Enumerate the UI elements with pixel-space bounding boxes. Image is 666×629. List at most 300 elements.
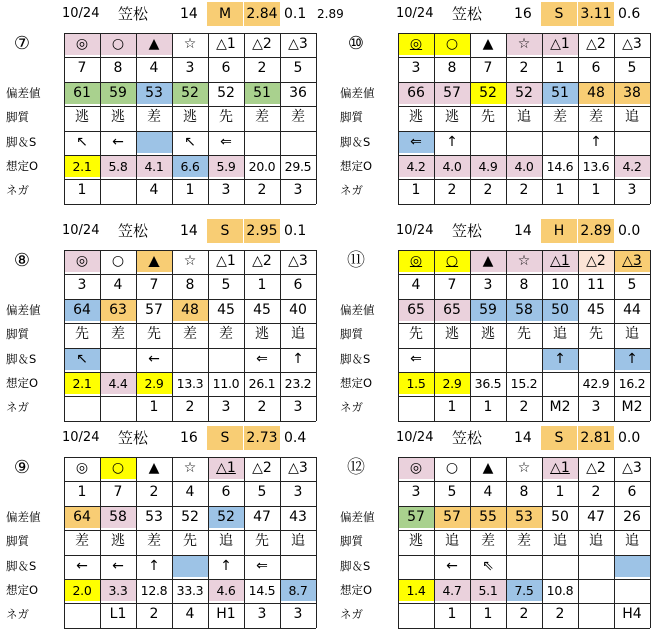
nega-cell: 2 bbox=[519, 606, 529, 623]
grid-line bbox=[64, 506, 316, 507]
style-cell: 先 bbox=[589, 326, 603, 343]
horse-cell: 2 bbox=[257, 60, 267, 77]
race-score: 2.84 bbox=[244, 2, 280, 26]
deviation-cell: 52 bbox=[209, 507, 244, 528]
grid-line bbox=[434, 250, 435, 421]
horse-cell: 4 bbox=[185, 484, 195, 501]
row-label-nega: ネガ bbox=[6, 183, 29, 198]
row-label-deviation: 偏差値 bbox=[6, 509, 41, 524]
grid-line bbox=[398, 579, 650, 580]
mark-cell: △1 bbox=[543, 458, 578, 479]
row-label-deviation: 偏差値 bbox=[340, 302, 375, 317]
row-label-odds: 想定O bbox=[6, 376, 39, 390]
mark-cell: ○ bbox=[101, 34, 136, 55]
nega-cell: 3 bbox=[591, 399, 601, 416]
grid-line bbox=[64, 481, 316, 482]
style-cell: 追 bbox=[291, 533, 305, 550]
odds-cell: 2.1 bbox=[65, 373, 100, 394]
deviation-cell: 53 bbox=[145, 508, 163, 525]
deviation-cell: 63 bbox=[101, 300, 136, 321]
deviation-cell: 59 bbox=[101, 83, 136, 104]
style-cell: 追 bbox=[625, 326, 639, 343]
nega-cell: 1 bbox=[185, 182, 195, 199]
row-label-nega: ネガ bbox=[340, 183, 363, 198]
pace-cell: ↑ bbox=[148, 557, 160, 574]
race-date: 10/24 bbox=[62, 6, 100, 21]
odds-cell: 4.9 bbox=[471, 156, 506, 177]
horse-cell: 1 bbox=[555, 484, 565, 501]
grid-line bbox=[506, 250, 507, 421]
mark-cell: ◎ bbox=[399, 251, 434, 272]
deviation-cell: 47 bbox=[253, 508, 271, 525]
grid-line bbox=[398, 506, 650, 507]
odds-cell: 16.2 bbox=[618, 376, 646, 391]
nega-cell: 2 bbox=[483, 182, 493, 199]
race-grade: S bbox=[207, 219, 243, 243]
grid-line bbox=[398, 396, 650, 397]
style-cell: 逃 bbox=[481, 326, 495, 343]
grid-line bbox=[280, 250, 281, 421]
mark-cell: ▲ bbox=[148, 460, 160, 476]
grid-line bbox=[208, 457, 209, 628]
mark-cell: △3 bbox=[288, 253, 308, 269]
track-name: 笠松 bbox=[452, 5, 483, 23]
row-label-odds: 想定O bbox=[6, 159, 39, 173]
grid-line bbox=[64, 82, 316, 83]
pace-cell: ↑ bbox=[615, 349, 650, 370]
odds-cell: 1.5 bbox=[399, 373, 434, 394]
grid-line bbox=[100, 33, 101, 204]
deviation-cell: 45 bbox=[587, 301, 605, 318]
horse-cell: 5 bbox=[257, 484, 267, 501]
deviation-cell: 52 bbox=[507, 83, 542, 104]
grid-line bbox=[614, 457, 615, 628]
grid-line bbox=[64, 579, 316, 580]
deviation-cell: 45 bbox=[253, 301, 271, 318]
grid-line bbox=[398, 348, 650, 349]
grid-line bbox=[64, 250, 316, 251]
nega-cell bbox=[101, 180, 136, 201]
pace-cell bbox=[543, 132, 578, 153]
deviation-cell: 50 bbox=[543, 300, 578, 321]
style-cell: 先 bbox=[219, 109, 233, 126]
odds-cell: 5.9 bbox=[209, 156, 244, 177]
row-label-pace: 脚＆S bbox=[340, 351, 371, 366]
deviation-cell: 57 bbox=[145, 301, 163, 318]
style-cell: 先 bbox=[409, 326, 423, 343]
grid-line bbox=[398, 57, 650, 58]
track-name: 笠松 bbox=[118, 429, 149, 447]
deviation-cell: 45 bbox=[217, 301, 235, 318]
nega-cell: H4 bbox=[622, 606, 642, 623]
grid-line bbox=[208, 250, 209, 421]
track-name: 笠松 bbox=[118, 222, 149, 240]
nega-cell: M2 bbox=[621, 399, 643, 416]
pace-cell bbox=[615, 556, 650, 577]
row-label-pace: 脚＆S bbox=[340, 558, 371, 573]
pace-cell: ↑ bbox=[543, 349, 578, 370]
mark-cell: ☆ bbox=[183, 253, 197, 269]
row-label-style: 脚質 bbox=[6, 534, 29, 549]
race-header bbox=[62, 2, 344, 26]
row-label-odds: 想定O bbox=[340, 583, 373, 597]
deviation-cell: 51 bbox=[543, 83, 578, 104]
horse-cell: 3 bbox=[411, 60, 421, 77]
grid-line bbox=[64, 131, 316, 132]
pace-cell bbox=[615, 132, 650, 153]
deviation-cell: 58 bbox=[101, 507, 136, 528]
style-cell: 差 bbox=[255, 109, 269, 126]
mark-cell: ▲ bbox=[471, 251, 506, 272]
style-cell: 逃 bbox=[75, 109, 89, 126]
nega-cell: 1 bbox=[555, 182, 565, 199]
nega-cell: 1 bbox=[447, 606, 457, 623]
row-label-odds: 想定O bbox=[340, 376, 373, 390]
style-cell: 逃 bbox=[255, 326, 269, 343]
deviation-cell: 61 bbox=[65, 83, 100, 104]
grid-line bbox=[100, 250, 101, 421]
runner-count: 16 bbox=[180, 430, 198, 446]
horse-cell: 3 bbox=[293, 484, 303, 501]
odds-cell: 4.6 bbox=[209, 580, 244, 601]
grid-line bbox=[64, 33, 65, 204]
nega-cell: 3 bbox=[293, 606, 303, 623]
race-card-r12 bbox=[336, 426, 666, 626]
pace-cell bbox=[173, 349, 208, 370]
grid-line bbox=[64, 57, 316, 58]
nega-cell: 2 bbox=[519, 182, 529, 199]
row-label-pace: 脚＆S bbox=[6, 558, 37, 573]
horse-cell: 8 bbox=[519, 277, 529, 294]
deviation-cell: 48 bbox=[579, 83, 614, 104]
odds-cell: 2.0 bbox=[65, 580, 100, 601]
grid-line bbox=[136, 33, 137, 204]
score-diff: 0.1 bbox=[284, 223, 307, 239]
deviation-cell: 48 bbox=[173, 300, 208, 321]
row-label-style: 脚質 bbox=[340, 534, 363, 549]
odds-cell: 4.4 bbox=[101, 373, 136, 394]
score-diff: 0.0 bbox=[618, 223, 641, 239]
mark-cell: ▲ bbox=[137, 251, 172, 272]
style-cell: 先 bbox=[75, 326, 89, 343]
odds-cell: 33.3 bbox=[176, 583, 204, 598]
grid-line bbox=[64, 530, 316, 531]
grid-line bbox=[542, 457, 543, 628]
grid-line bbox=[136, 457, 137, 628]
deviation-cell: 53 bbox=[507, 507, 542, 528]
row-label-odds: 想定O bbox=[6, 583, 39, 597]
pace-cell: ↑ bbox=[590, 133, 602, 150]
deviation-cell: 65 bbox=[435, 300, 470, 321]
grid-line bbox=[280, 33, 281, 204]
mark-cell: △1 bbox=[216, 36, 236, 52]
deviation-cell: 53 bbox=[137, 83, 172, 104]
pace-cell: ⇐ bbox=[256, 557, 268, 574]
race-score: 2.95 bbox=[244, 219, 280, 243]
nega-cell: H1 bbox=[216, 606, 236, 623]
runner-count: 14 bbox=[180, 223, 198, 239]
race-number: ⑦ bbox=[13, 33, 31, 54]
race-grade: H bbox=[541, 219, 577, 243]
odds-cell: 1.4 bbox=[399, 580, 434, 601]
odds-cell: 5.1 bbox=[471, 580, 506, 601]
grid-line bbox=[398, 481, 650, 482]
mark-cell: ◎ bbox=[75, 460, 89, 476]
deviation-cell: 40 bbox=[289, 301, 307, 318]
odds-cell: 4.1 bbox=[137, 156, 172, 177]
race-date: 10/24 bbox=[396, 6, 434, 21]
nega-cell: 1 bbox=[591, 182, 601, 199]
horse-cell: 6 bbox=[627, 484, 637, 501]
nega-cell: M2 bbox=[549, 399, 571, 416]
odds-cell: 8.7 bbox=[281, 580, 316, 601]
mark-cell: ◎ bbox=[399, 458, 434, 479]
grid-line bbox=[398, 530, 650, 531]
mark-cell: ◎ bbox=[65, 251, 100, 272]
grid-line bbox=[470, 457, 471, 628]
grid-line bbox=[434, 457, 435, 628]
grid-line bbox=[208, 33, 209, 204]
pace-cell: ⇐ bbox=[410, 350, 422, 367]
odds-cell: 26.1 bbox=[248, 376, 276, 391]
odds-cell: 2.1 bbox=[65, 156, 100, 177]
pace-cell: ↑ bbox=[292, 350, 304, 367]
style-cell: 先 bbox=[255, 533, 269, 550]
mark-cell: △1 bbox=[216, 253, 236, 269]
nega-cell: 3 bbox=[257, 606, 267, 623]
horse-cell: 1 bbox=[555, 60, 565, 77]
odds-cell: 20.0 bbox=[248, 159, 276, 174]
style-cell: 差 bbox=[147, 533, 161, 550]
grid-line bbox=[64, 457, 316, 458]
grid-line bbox=[64, 603, 316, 604]
grid-line bbox=[64, 106, 316, 107]
nega-cell bbox=[579, 604, 614, 625]
style-cell: 追 bbox=[291, 326, 305, 343]
deviation-cell: 64 bbox=[65, 507, 100, 528]
grid-line bbox=[316, 457, 317, 628]
row-label-deviation: 偏差値 bbox=[6, 302, 41, 317]
grid-line bbox=[172, 250, 173, 421]
odds-cell: 4.7 bbox=[435, 580, 470, 601]
grid-line bbox=[398, 82, 650, 83]
horse-cell: 7 bbox=[149, 277, 159, 294]
style-cell: 差 bbox=[147, 109, 161, 126]
nega-cell: 2 bbox=[257, 399, 267, 416]
pace-cell bbox=[173, 556, 208, 577]
nega-cell: 2 bbox=[555, 606, 565, 623]
mark-cell: ▲ bbox=[482, 36, 494, 52]
nega-cell bbox=[399, 604, 434, 625]
grid-line bbox=[172, 457, 173, 628]
nega-cell: 2 bbox=[519, 399, 529, 416]
grid-line bbox=[434, 33, 435, 204]
race-grade: S bbox=[207, 426, 243, 450]
deviation-cell: 44 bbox=[623, 301, 641, 318]
horse-cell: 6 bbox=[221, 484, 231, 501]
odds-cell: 14.6 bbox=[546, 159, 574, 174]
mark-cell: △3 bbox=[288, 460, 308, 476]
odds-cell: 13.3 bbox=[176, 376, 204, 391]
odds-cell: 23.2 bbox=[284, 376, 312, 391]
mark-cell: △3 bbox=[622, 460, 642, 476]
mark-cell: ○ bbox=[111, 253, 125, 269]
mark-cell: △3 bbox=[615, 251, 650, 272]
horse-cell: 4 bbox=[483, 484, 493, 501]
horse-cell: 7 bbox=[77, 60, 87, 77]
nega-cell: 1 bbox=[411, 182, 421, 199]
mark-cell: ☆ bbox=[507, 251, 542, 272]
style-cell: 先 bbox=[147, 326, 161, 343]
odds-cell: 2.9 bbox=[435, 373, 470, 394]
runner-count: 14 bbox=[180, 6, 198, 22]
style-cell: 差 bbox=[111, 326, 125, 343]
pace-cell: ↖ bbox=[65, 349, 100, 370]
horse-cell: 3 bbox=[411, 484, 421, 501]
odds-cell: 11.0 bbox=[212, 376, 240, 391]
style-cell: 差 bbox=[183, 326, 197, 343]
style-cell: 差 bbox=[589, 109, 603, 126]
pace-cell: ← bbox=[112, 557, 124, 574]
style-cell: 逃 bbox=[111, 533, 125, 550]
style-cell: 逃 bbox=[445, 109, 459, 126]
deviation-cell: 52 bbox=[217, 84, 235, 101]
horse-cell: 2 bbox=[149, 484, 159, 501]
odds-cell: 10.8 bbox=[546, 583, 574, 598]
grid-line bbox=[578, 457, 579, 628]
race-score: 2.73 bbox=[244, 426, 280, 450]
row-label-style: 脚質 bbox=[340, 327, 363, 342]
nega-cell: 1 bbox=[447, 399, 457, 416]
pace-cell bbox=[579, 349, 614, 370]
odds-cell: 4.2 bbox=[615, 156, 650, 177]
row-label-deviation: 偏差値 bbox=[6, 85, 41, 100]
pace-cell: ↑ bbox=[446, 133, 458, 150]
deviation-cell: 36 bbox=[289, 84, 307, 101]
mark-cell: ☆ bbox=[183, 36, 197, 52]
style-cell: 逃 bbox=[183, 109, 197, 126]
style-cell: 差 bbox=[291, 109, 305, 126]
race-date: 10/24 bbox=[62, 430, 100, 445]
grid-line bbox=[64, 421, 316, 422]
row-label-deviation: 偏差値 bbox=[340, 509, 375, 524]
mark-cell: ◎ bbox=[399, 34, 434, 55]
grid-line bbox=[470, 33, 471, 204]
grid-line bbox=[64, 204, 316, 205]
grid-line bbox=[316, 33, 317, 204]
nega-cell: 4 bbox=[185, 606, 195, 623]
mark-cell: △2 bbox=[586, 460, 606, 476]
style-cell: 追 bbox=[625, 533, 639, 550]
grid-line bbox=[650, 250, 651, 421]
mark-cell: ○ bbox=[445, 460, 459, 476]
pace-cell: ⇐ bbox=[399, 132, 434, 153]
nega-cell: 2 bbox=[149, 606, 159, 623]
runner-count: 14 bbox=[514, 430, 532, 446]
deviation-cell: 50 bbox=[551, 508, 569, 525]
mark-cell: △2 bbox=[586, 36, 606, 52]
row-label-deviation: 偏差値 bbox=[340, 85, 375, 100]
style-cell: 追 bbox=[625, 109, 639, 126]
grid-line bbox=[578, 250, 579, 421]
grid-line bbox=[398, 555, 650, 556]
race-header bbox=[62, 426, 332, 450]
pace-cell bbox=[281, 556, 316, 577]
nega-cell: 1 bbox=[483, 399, 493, 416]
race-score: 2.81 bbox=[578, 426, 614, 450]
nega-cell: 3 bbox=[627, 182, 637, 199]
grid-line bbox=[398, 33, 650, 34]
deviation-cell: 65 bbox=[399, 300, 434, 321]
race-card-r11 bbox=[336, 219, 666, 419]
grid-line bbox=[614, 250, 615, 421]
grid-line bbox=[64, 555, 316, 556]
mark-cell: △2 bbox=[252, 36, 272, 52]
grid-line bbox=[398, 131, 650, 132]
grid-line bbox=[398, 106, 650, 107]
horse-cell: 10 bbox=[551, 277, 569, 294]
odds-cell: 36.5 bbox=[474, 376, 502, 391]
horse-cell: 2 bbox=[519, 60, 529, 77]
deviation-cell: 55 bbox=[471, 507, 506, 528]
pace-cell: ← bbox=[112, 133, 124, 150]
deviation-cell: 57 bbox=[399, 507, 434, 528]
race-date: 10/24 bbox=[396, 223, 434, 238]
grid-line bbox=[398, 457, 399, 628]
deviation-cell: 52 bbox=[173, 83, 208, 104]
mark-cell: ▲ bbox=[137, 34, 172, 55]
extra-value: 2.89 bbox=[317, 7, 344, 21]
nega-cell bbox=[399, 397, 434, 418]
horse-cell: 5 bbox=[447, 484, 457, 501]
row-label-style: 脚質 bbox=[340, 110, 363, 125]
pace-cell: ← bbox=[446, 557, 458, 574]
grid-line bbox=[398, 155, 650, 156]
mark-cell: △2 bbox=[252, 253, 272, 269]
odds-cell: 5.8 bbox=[101, 156, 136, 177]
pace-cell bbox=[245, 132, 280, 153]
grid-line bbox=[398, 457, 650, 458]
horse-cell: 7 bbox=[447, 277, 457, 294]
deviation-cell: 58 bbox=[507, 300, 542, 321]
nega-cell: 1 bbox=[149, 399, 159, 416]
grid-line bbox=[398, 250, 650, 251]
horse-cell: 1 bbox=[77, 484, 87, 501]
horse-cell: 3 bbox=[77, 277, 87, 294]
style-cell: 追 bbox=[553, 326, 567, 343]
mark-cell: △1 bbox=[543, 251, 578, 272]
grid-line bbox=[64, 33, 316, 34]
grid-line bbox=[172, 33, 173, 204]
grid-line bbox=[398, 274, 650, 275]
odds-cell: 6.6 bbox=[173, 156, 208, 177]
horse-cell: 6 bbox=[591, 60, 601, 77]
race-number: ⑧ bbox=[13, 250, 31, 271]
grid-line bbox=[244, 33, 245, 204]
race-number: ⑫ bbox=[347, 457, 365, 478]
odds-cell: 3.3 bbox=[101, 580, 136, 601]
mark-cell: ▲ bbox=[482, 460, 494, 476]
style-cell: 先 bbox=[517, 326, 531, 343]
pace-cell bbox=[507, 132, 542, 153]
deviation-cell: 57 bbox=[435, 507, 470, 528]
grid-line bbox=[244, 457, 245, 628]
mark-cell: △1 bbox=[209, 458, 244, 479]
grid-line bbox=[64, 179, 316, 180]
odds-cell bbox=[615, 580, 650, 601]
style-cell: 先 bbox=[183, 533, 197, 550]
nega-cell: 2 bbox=[257, 182, 267, 199]
